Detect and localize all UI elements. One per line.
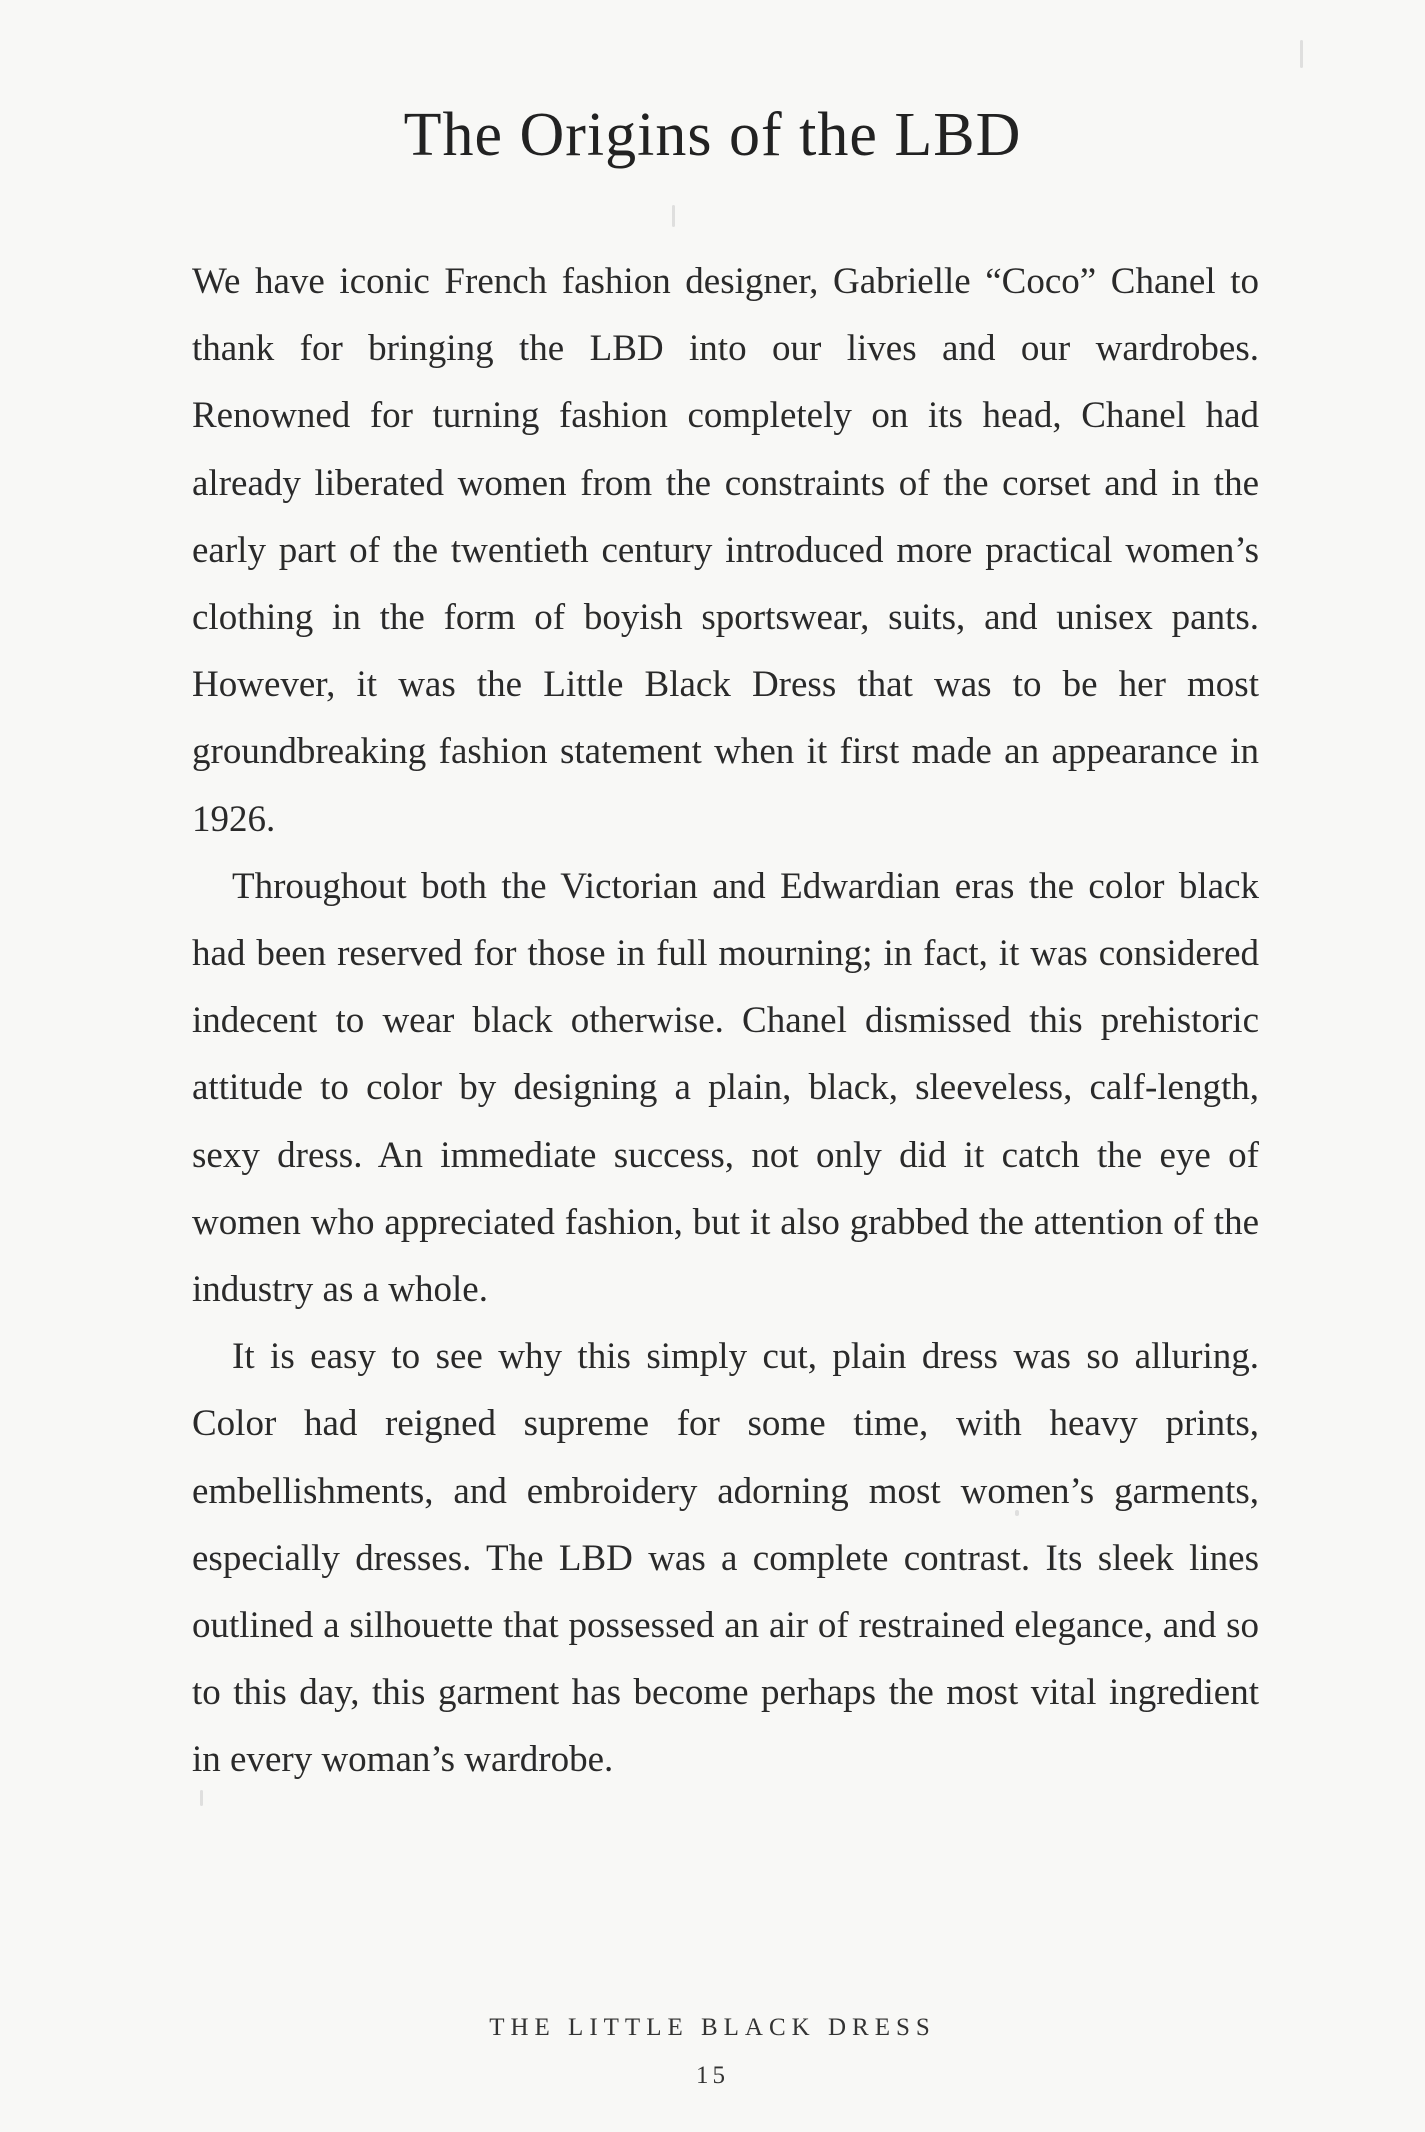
page-title: The Origins of the LBD — [403, 101, 1022, 169]
paragraph-1: We have iconic French fashion designer, Gabrielle “Coco” Chanel to thank for bringing the LBD into our lives and our wardrobes. Renowned for turning fashion completely on its head, Chanel had already liberated women from the constraints of the corset and in the early part of the twentieth century introduced more practical women’s clothing in the form of boyish sportswear, suits, and unisex pants. However, it was the Little Black Dress that was to be her most groundbreaking fashion statement when it first made an appearance in 1926. — [192, 261, 1259, 840]
paragraph-2: Throughout both the Victorian and Edwardian eras the color black had been reserved for those in full mourning; in fact, it was considered indecent to wear black otherwise. Chanel dismissed this prehistoric attitude to color by designing a plain, black, sleeveless, calf-length, sexy dress. An immediate success, not only did it catch the eye of women who appreciated fashion, but it also grabbed the attention of the industry as a whole. — [192, 865, 1259, 1311]
scan-speck — [1300, 40, 1303, 68]
scan-speck — [672, 205, 675, 227]
page-number: 15 — [696, 2062, 729, 2089]
paragraph-3: It is easy to see why this simply cut, plain dress was so alluring. Color had reigned supreme for some time, with heavy prints, embellishments, and embroidery adorning most women’s garments, especially dresses. The LBD was a complete contrast. Its sleek lines outlined a silhouette that possessed an air of restrained elegance, and so to this day, this garment has become perhaps the most vital ingredient in every woman’s wardrobe. — [192, 1336, 1259, 1781]
body-text — [192, 248, 1259, 1794]
running-footer: THE LITTLE BLACK DRESS — [489, 2014, 936, 2041]
